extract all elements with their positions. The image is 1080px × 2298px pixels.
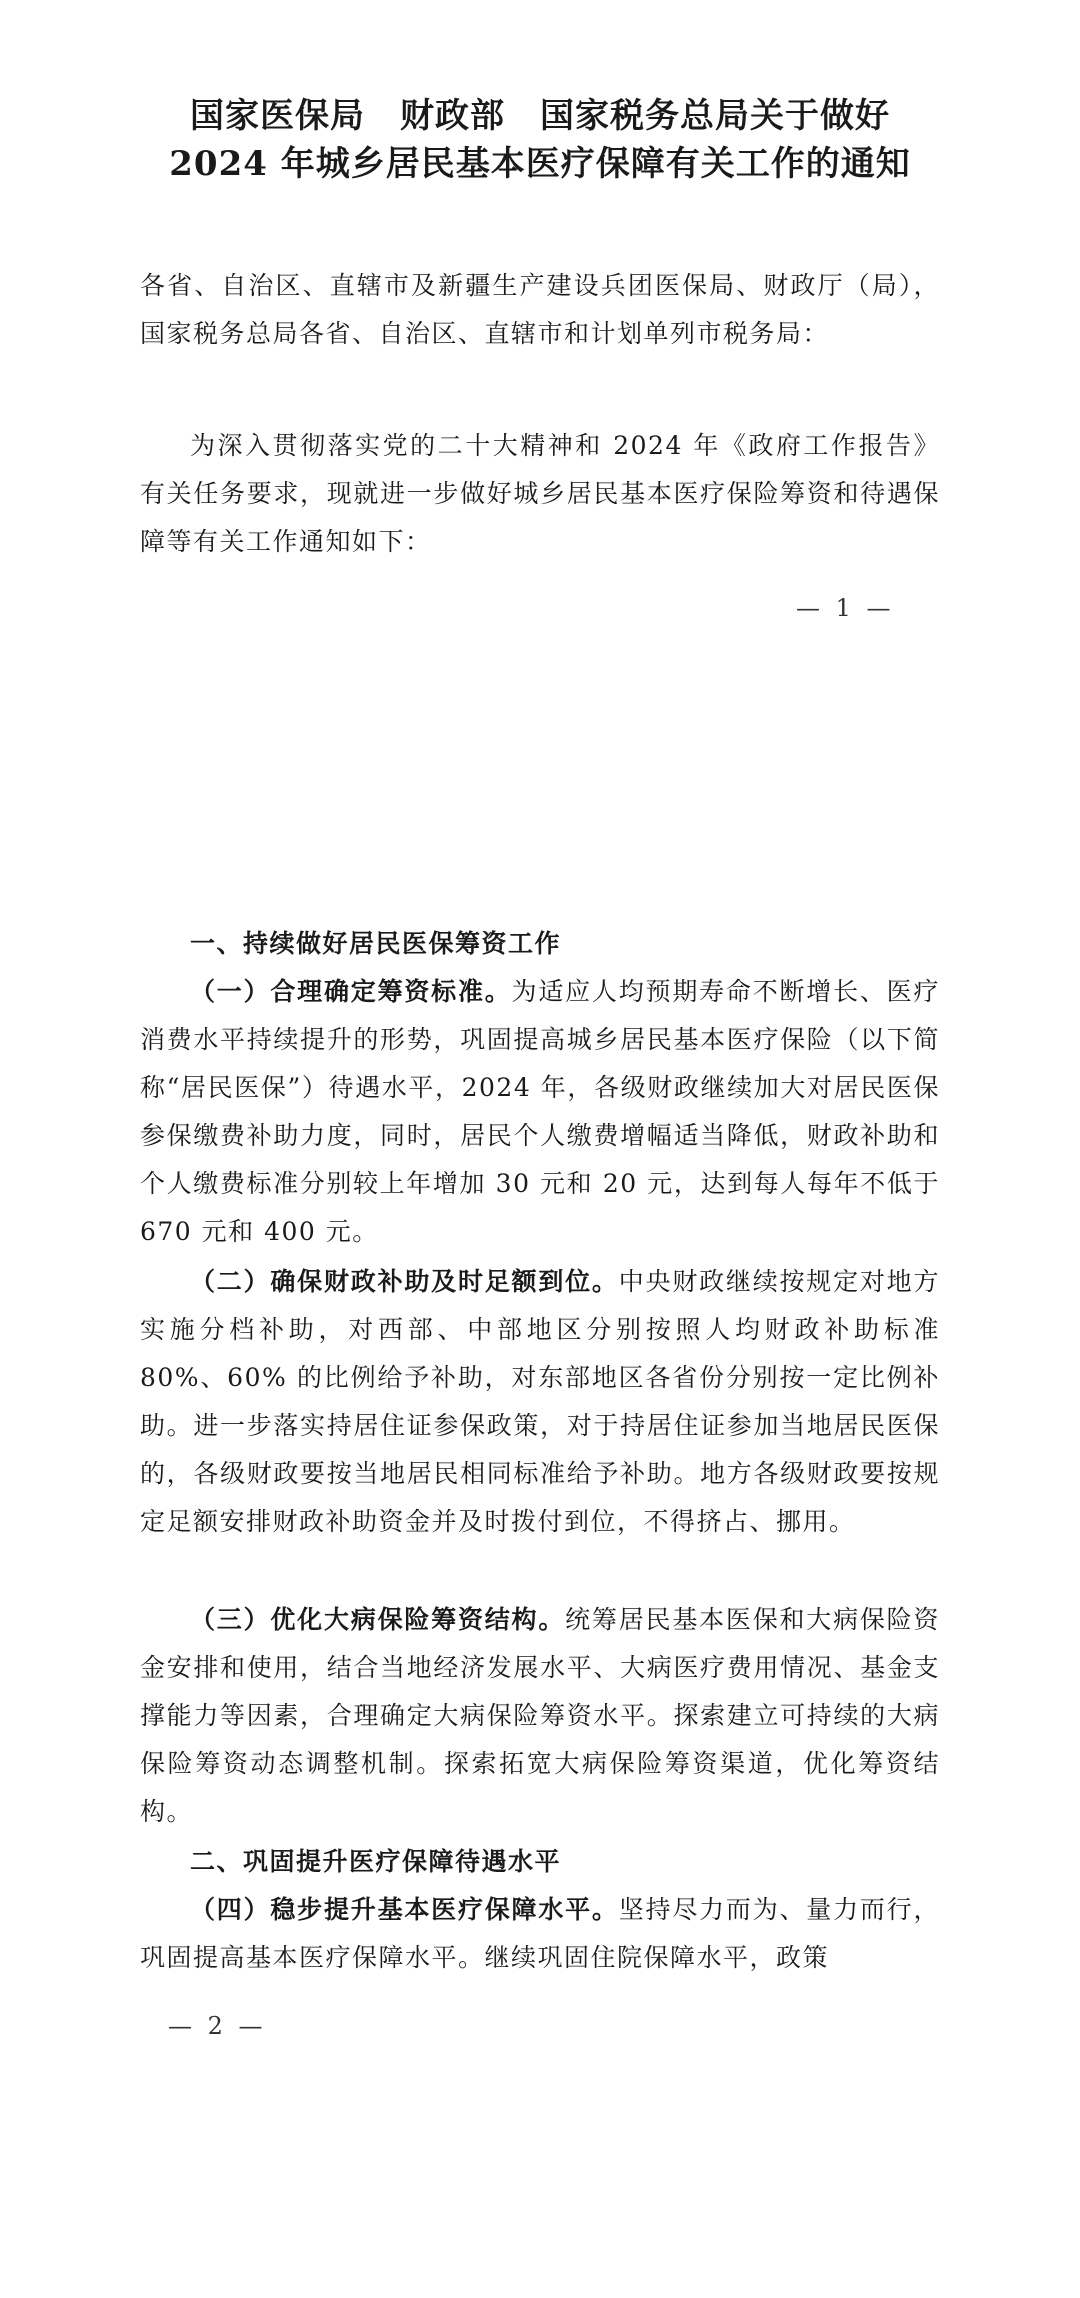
item-1-heading: （一）合理确定筹资标准。	[190, 977, 512, 1006]
document-page-1	[0, 0, 1080, 690]
document-page-2	[0, 900, 1080, 2298]
section-heading-2: 二、巩固提升医疗保障待遇水平	[190, 1847, 562, 1876]
title-line-1: 国家医保局 财政部 国家税务总局关于做好	[190, 96, 890, 136]
item-4-body: 坚持尽力而为、量力而行，巩固提高基本医疗保障水平。继续巩固住院保障水平，政策	[140, 1895, 940, 1972]
page-number-1: — 1 —	[796, 594, 895, 622]
item-4-paragraph	[140, 1886, 940, 1982]
item-3-paragraph	[140, 1596, 940, 1836]
item-1-body: 为适应人均预期寿命不断增长、医疗消费水平持续提升的形势，巩固提高城乡居民基本医疗保险（以下简称“居民医保”）待遇水平，2024 年，各级财政继续加大对居民医保参保缴费补助力度，同时，居民个人缴费增幅适当降低，财政补助和个人缴费标准分别较上年增加 30 元和 20 元，达到每人每年不低于 670 元和 400 元。	[140, 977, 940, 1246]
item-4-heading: （四）稳步提升基本医疗保障水平。	[190, 1895, 619, 1924]
item-3-heading: （三）优化大病保险筹资结构。	[190, 1605, 566, 1634]
item-1-paragraph	[140, 968, 940, 1256]
page-number-2: — 2 —	[168, 2012, 267, 2040]
item-2-paragraph	[140, 1258, 940, 1546]
intro-paragraph: 为深入贯彻落实党的二十大精神和 2024 年《政府工作报告》有关任务要求，现就进一步做好城乡居民基本医疗保险筹资和待遇保障等有关工作通知如下：	[140, 431, 940, 556]
section-heading-1: 一、持续做好居民医保筹资工作	[190, 929, 562, 958]
addressee-paragraph: 各省、自治区、直辖市及新疆生产建设兵团医保局、财政厅（局），国家税务总局各省、自治区、直辖市和计划单列市税务局：	[140, 271, 940, 348]
item-2-body: 中央财政继续按规定对地方实施分档补助，对西部、中部地区分别按照人均财政补助标准 80%、60% 的比例给予补助，对东部地区各省份分别按一定比例补助。进一步落实持居住证参保政策，对于持居住证参加当地居民医保的，各级财政要按当地居民相同标准给予补助。地方各级财政要按规定足额安排财政补助资金并及时拨付到位，不得挤占、挪用。	[140, 1267, 940, 1536]
document-title	[120, 92, 960, 188]
item-3-body: 统筹居民基本医保和大病保险资金安排和使用，结合当地经济发展水平、大病医疗费用情况、基金支撑能力等因素，合理确定大病保险筹资水平。探索建立可持续的大病保险筹资动态调整机制。探索拓宽大病保险筹资渠道，优化筹资结构。	[140, 1605, 940, 1826]
title-line-2: 2024 年城乡居民基本医疗保障有关工作的通知	[169, 144, 911, 184]
item-2-heading: （二）确保财政补助及时足额到位。	[190, 1267, 619, 1296]
